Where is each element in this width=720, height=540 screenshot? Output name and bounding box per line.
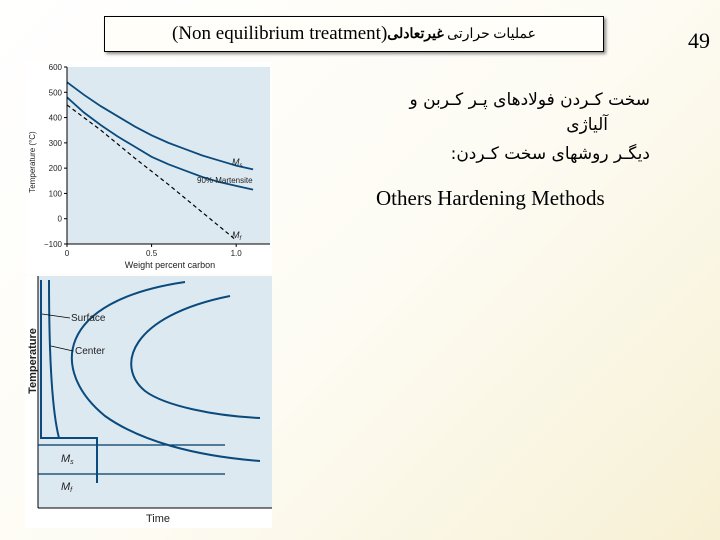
title-english: (Non equilibrium treatment) <box>172 23 388 44</box>
y-tick-label: 400 <box>48 113 62 123</box>
y-tick-label: 500 <box>48 88 62 98</box>
y-tick-label: 600 <box>48 63 62 72</box>
x-tick-label: 0 <box>64 249 70 258</box>
x-tick-label: 1.0 <box>230 249 242 258</box>
plot-area <box>38 276 272 508</box>
y-tick-label: 100 <box>48 189 62 199</box>
y-tick-label: 200 <box>48 164 62 174</box>
bullet-line-3: دیگـر روشهای سخت کـردن: <box>450 144 650 164</box>
title-persian <box>387 26 536 43</box>
title-persian-bold: غیرتعادلی <box>387 26 444 42</box>
series-label-ms: $M_s$ <box>232 157 243 169</box>
center-label: Center <box>75 346 106 357</box>
x-axis-label: Time <box>145 513 171 525</box>
title-box <box>104 16 604 52</box>
ms-label: Ms <box>61 453 74 466</box>
plot-area <box>67 67 270 244</box>
page-number: 49 <box>688 28 710 53</box>
y-tick-label: 0 <box>57 214 62 224</box>
surface-label: Surface <box>71 313 106 324</box>
y-axis-label: Temperature (°C) <box>28 131 37 193</box>
series-label-90-martensite: 90% Martensite <box>197 176 253 185</box>
bullet-line-2: آلیاژی <box>566 115 608 135</box>
english-heading: Others Hardening Methods <box>376 186 605 210</box>
y-tick-label: 300 <box>48 138 62 148</box>
mf-label: Mf <box>61 481 73 494</box>
y-axis-label: Temperature <box>27 328 39 394</box>
title-persian-prefix: عملیات حرارتی <box>443 26 536 42</box>
x-axis-label: Weight percent carbon <box>124 260 216 270</box>
x-tick-label: 0.5 <box>146 249 158 258</box>
bullet-line-1: سخت کـردن فولادهای پـر کـربن و <box>409 90 650 110</box>
martensite-temperature-chart <box>25 62 272 274</box>
series-label-mf: $M_f$ <box>232 230 242 242</box>
cooling-curve-chart <box>25 276 272 528</box>
y-tick-label: −100 <box>43 240 62 249</box>
